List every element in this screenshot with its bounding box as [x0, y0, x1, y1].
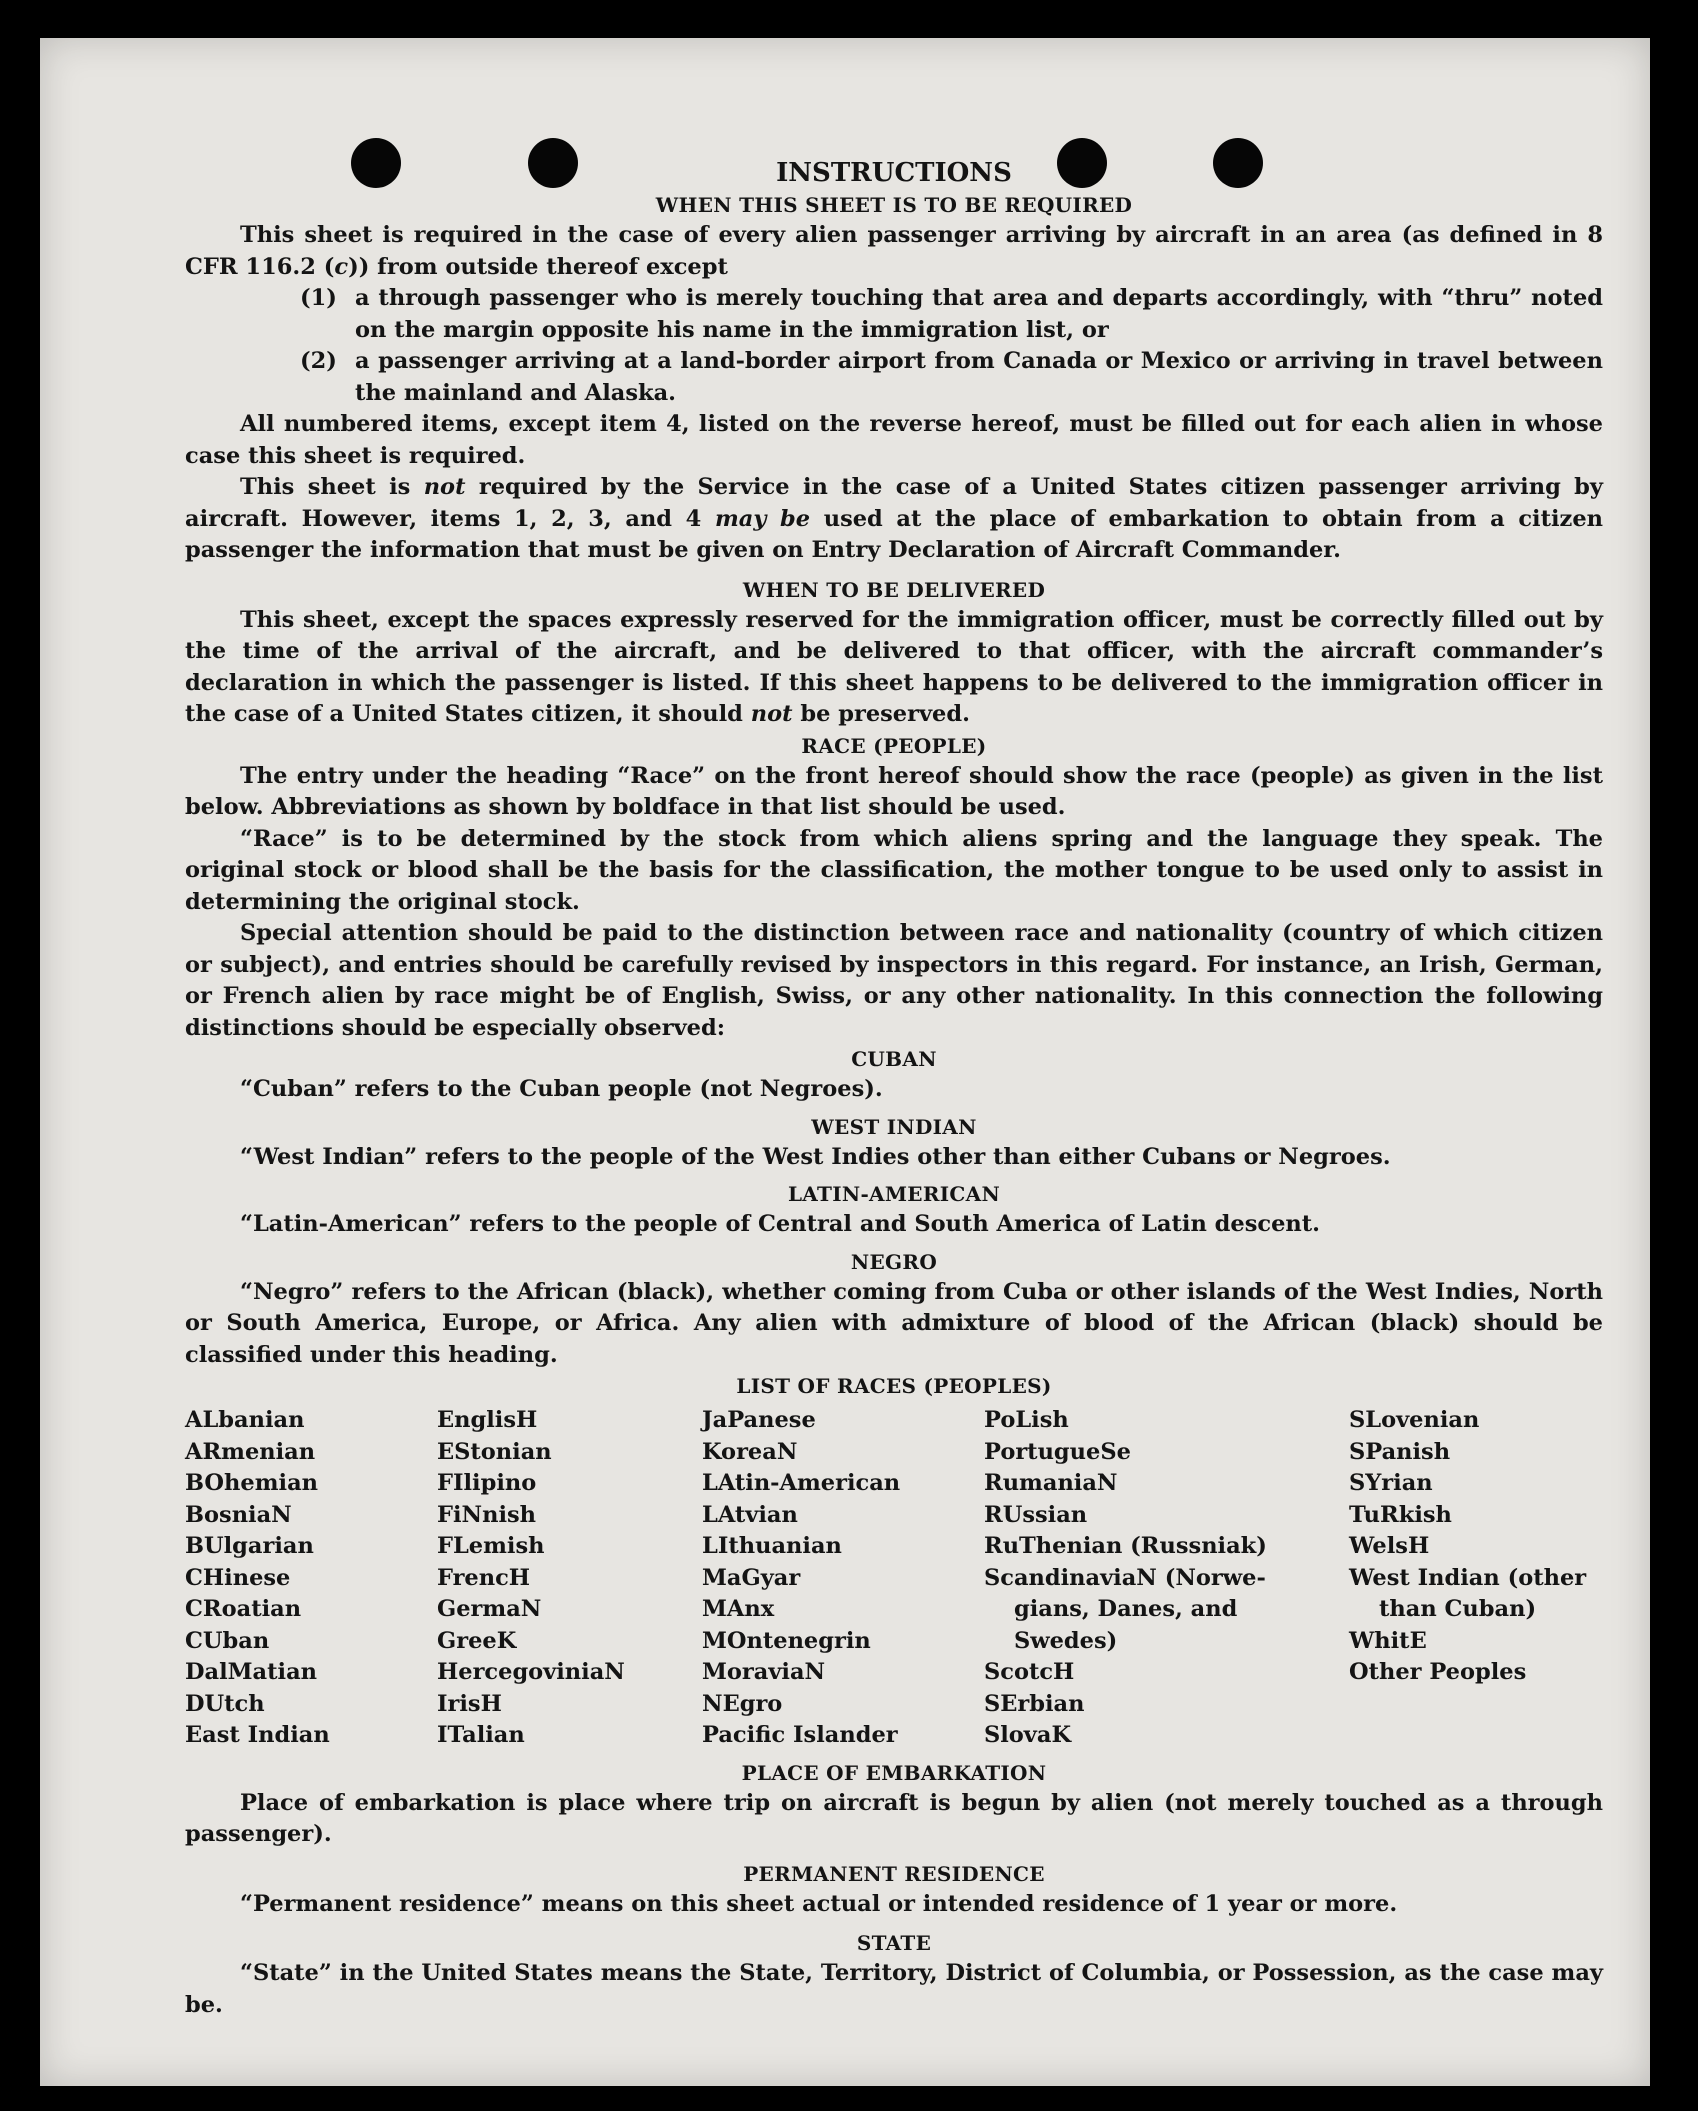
- race-entry: SlovaK: [984, 1722, 1072, 1748]
- paragraph-residence: “Permanent residence” means on this sheet actual or intended residence of 1 year or more.: [240, 1890, 1398, 1917]
- section-heading-negro: NEGRO: [850, 1249, 938, 1274]
- race-entry: SLovenian: [1349, 1407, 1480, 1433]
- race-entry: SYrian: [1349, 1470, 1433, 1496]
- race-entry: ARmenian: [185, 1438, 316, 1465]
- text-fragment: required by the Service in the case of a United States citizen passenger arriving by aircraft. However, items 1, 2, 3, and 4: [185, 474, 1603, 532]
- section-heading-cuban: CUBAN: [851, 1047, 937, 1071]
- race-entry: ITalian: [437, 1722, 525, 1748]
- race-entry: RuThenian (Russniak): [984, 1533, 1267, 1559]
- section-heading-west-indian: WEST INDIAN: [811, 1114, 977, 1139]
- race-entry: KoreaN: [702, 1438, 798, 1465]
- section-heading-delivered: WHEN TO BE DELIVERED: [742, 577, 1046, 602]
- item-text: a through passenger who is merely touching that area and departs accordingly, with “thru” noted on the margin opposite his name in the immigration list, or: [355, 285, 1603, 343]
- section-heading-residence: PERMANENT RESIDENCE: [743, 1861, 1045, 1886]
- text-fragment: )) from outside thereof except: [348, 253, 728, 280]
- section-heading-list-of-races: LIST OF RACES (PEOPLES): [736, 1374, 1052, 1398]
- race-entry: NEgro: [702, 1690, 783, 1717]
- race-entry: RUssian: [984, 1501, 1088, 1528]
- document-page: [40, 38, 1650, 2086]
- section-heading-race: RACE (PEOPLE): [801, 733, 987, 758]
- paragraph-negro: “Negro” refers to the African (black), whether coming from Cuba or other islands of the West Indies, North or South America, Europe, or Africa. Any alien with admixture of blood of the African (black) should be classified under this heading.: [185, 1278, 1603, 1368]
- race-entry: LAtvian: [702, 1501, 798, 1528]
- section-heading-state: STATE: [856, 1931, 932, 1955]
- race-column: [1349, 1405, 1603, 1752]
- race-entry: MaGyar: [702, 1564, 801, 1591]
- paragraph-embarkation: Place of embarkation is place where trip on aircraft is begun by alien (not merely touched as a through passenger).: [185, 1789, 1603, 1847]
- paragraph-delivered: [185, 605, 1603, 731]
- race-entry: DalMatian: [185, 1659, 318, 1685]
- text-fragment: be preserved.: [792, 701, 970, 727]
- paragraph-cuban: “Cuban” refers to the Cuban people (not Negroes).: [240, 1076, 883, 1102]
- paragraph-required: [185, 220, 1603, 283]
- race-entry: WelsH: [1349, 1533, 1430, 1559]
- text-fragment: may be: [714, 505, 811, 532]
- paragraph-latin-american: “Latin-American” refers to the people of Central and South America of Latin descent.: [240, 1211, 1320, 1237]
- race-entry: JaPanese: [702, 1407, 816, 1433]
- race-entry: BosniaN: [185, 1501, 292, 1528]
- race-entry: FLemish: [437, 1533, 545, 1559]
- race-entry: CUban: [185, 1627, 270, 1654]
- page-title: INSTRUCTIONS: [776, 158, 1012, 188]
- section-heading-when-required: WHEN THIS SHEET IS TO BE REQUIRED: [655, 193, 1133, 217]
- section-heading-embarkation: PLACE OF EMBARKATION: [741, 1760, 1047, 1785]
- paragraph-state: “State” in the United States means the State, Territory, District of Columbia, or Possession, as the case may be.: [185, 1960, 1603, 2018]
- race-entry: GermaN: [437, 1596, 542, 1622]
- race-entry: GreeK: [437, 1627, 517, 1654]
- race-entry: Swedes): [1014, 1627, 1118, 1654]
- race-entry: ScandinaviaN (Norwe-: [984, 1564, 1266, 1591]
- text-fragment: used at the place of embarkation to obtain from a citizen passenger the information that must be given on Entry Declaration of Aircraft Commander.: [185, 505, 1604, 563]
- race-entry: FIlipino: [437, 1470, 537, 1496]
- text-fragment: This sheet is required in the case of every alien passenger arriving by aircraft in an area (as defined in 8 CFR 116.2 (: [185, 222, 1603, 280]
- race-entry: Other Peoples: [1349, 1659, 1527, 1685]
- race-entry: ALbanian: [185, 1407, 305, 1433]
- exception-item: [300, 346, 1603, 409]
- race-column: [185, 1405, 437, 1752]
- race-entry: BUlgarian: [185, 1533, 314, 1559]
- instructions-text: [185, 156, 1603, 2021]
- race-entry: BOhemian: [185, 1470, 319, 1496]
- race-entry: gians, Danes, and: [1014, 1596, 1238, 1622]
- race-entry: WhitE: [1349, 1627, 1427, 1654]
- section-heading-latin-american: LATIN-AMERICAN: [787, 1182, 1001, 1206]
- text-fragment: c: [334, 253, 349, 280]
- race-entry: LIthuanian: [702, 1533, 842, 1559]
- race-entry: ScotcH: [984, 1659, 1075, 1685]
- race-column: [702, 1405, 984, 1752]
- race-entry: EnglisH: [437, 1407, 538, 1433]
- race-entry: RumaniaN: [984, 1470, 1118, 1496]
- race-entry: than Cuban): [1379, 1596, 1537, 1622]
- race-entry: PoLish: [984, 1407, 1069, 1433]
- race-entry: CHinese: [185, 1564, 291, 1591]
- race-entry: EStonian: [437, 1438, 552, 1465]
- paragraph-citizen: [185, 472, 1603, 567]
- item-number: (2): [300, 348, 337, 374]
- text-fragment: This sheet, except the spaces expressly reserved for the immigration officer, must be correctly filled out by the time of the arrival of the aircraft, and be delivered to that officer, with the aircraft commander’s declaration in which the passenger is listed. If this sheet happens to be delivered to the immigration officer in the case of a United States citizen, it should: [185, 606, 1603, 727]
- exception-item: [300, 283, 1603, 346]
- race-entry: SPanish: [1349, 1438, 1451, 1465]
- paragraph-race-1: The entry under the heading “Race” on the front hereof should show the race (people) as given in the list below. Abbreviations as shown by boldface in that list should be used.: [185, 762, 1603, 820]
- paragraph-race-3: Special attention should be paid to the distinction between race and nationality (country of which citizen or subject), and entries should be carefully revised by inspectors in this regard. For instance, an Irish, German, or French alien by race might be of English, Swiss, or any other nationality. In this connection the following distinctions should be especially observed:: [185, 920, 1603, 1041]
- race-entry: TuRkish: [1349, 1501, 1452, 1528]
- race-entry: MoraviaN: [702, 1659, 826, 1685]
- race-entry: East Indian: [185, 1722, 330, 1748]
- race-entry: LAtin-American: [702, 1470, 901, 1496]
- text-fragment: not: [423, 474, 466, 500]
- race-entry: Pacific Islander: [702, 1722, 898, 1748]
- text-fragment: This sheet is: [240, 474, 424, 500]
- paragraph-race-2: “Race” is to be determined by the stock from which aliens spring and the language they speak. The original stock or blood shall be the basis for the classification, the mother tongue to be used only to assist in determining the original stock.: [185, 825, 1603, 915]
- race-entry: DUtch: [185, 1690, 265, 1717]
- race-entry: PortugueSe: [984, 1438, 1131, 1465]
- race-column: [984, 1405, 1349, 1752]
- race-entry: SErbian: [984, 1690, 1085, 1717]
- race-entry: MOntenegrin: [702, 1627, 871, 1654]
- race-entry: CRoatian: [185, 1596, 302, 1622]
- race-column: [437, 1405, 702, 1752]
- paragraph-west-indian: “West Indian” refers to the people of the West Indies other than either Cubans or Negroes.: [240, 1143, 1391, 1170]
- race-entry: IrisH: [437, 1690, 502, 1717]
- race-entry: MAnx: [702, 1596, 775, 1622]
- race-entry: FrencH: [437, 1564, 531, 1591]
- race-entry: West Indian (other: [1349, 1564, 1587, 1591]
- paragraph-numbered-items: All numbered items, except item 4, listed on the reverse hereof, must be filled out for each alien in whose case this sheet is required.: [185, 411, 1603, 469]
- race-list: [185, 1405, 1603, 1752]
- item-number: (1): [300, 285, 337, 311]
- item-text: a passenger arriving at a land-border airport from Canada or Mexico or arriving in travel between the mainland and Alaska.: [355, 348, 1603, 406]
- text-fragment: not: [750, 701, 793, 727]
- race-entry: FiNnish: [437, 1501, 537, 1528]
- race-entry: HercegoviniaN: [437, 1659, 625, 1685]
